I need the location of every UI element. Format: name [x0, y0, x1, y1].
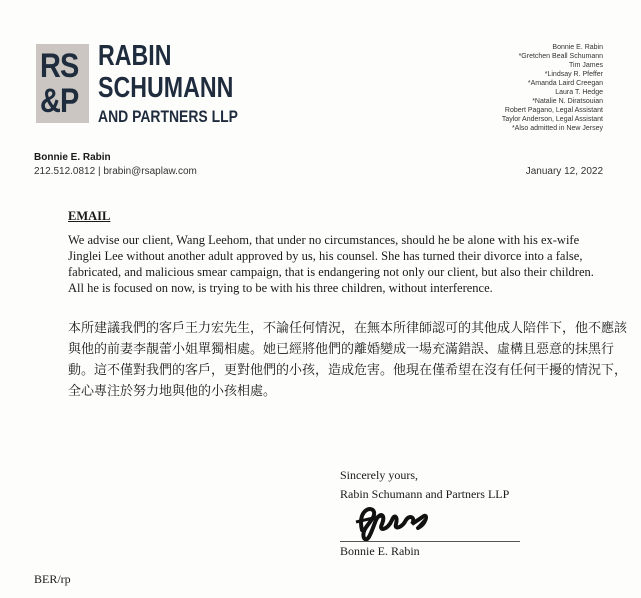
salutation: Sincerely yours,	[340, 468, 418, 482]
firm-name-line: SCHUMANN	[98, 72, 234, 104]
staff-item: Bonnie E. Rabin	[552, 44, 603, 51]
staff-item: *Also admitted in New Jersey	[511, 125, 603, 132]
sender-contact: 212.512.0812 | brabin@rsaplaw.com	[34, 166, 197, 177]
staff-item: *Natalie N. Diratsouian	[532, 98, 603, 105]
staff-list	[502, 43, 603, 133]
closing-firm: Rabin Schumann and Partners LLP	[340, 487, 510, 501]
logo-monogram-line: RS	[40, 47, 79, 85]
staff-item: *Amanda Laird Creegan	[527, 80, 603, 87]
handwritten-signature	[352, 500, 432, 545]
signature-line	[340, 541, 520, 542]
logo-monogram-line: &P	[40, 82, 79, 120]
staff-item: Laura T. Hedge	[555, 89, 603, 96]
body-chinese: 本所建議我們的客戶王力宏先生，不論任何情況，在無本所律師認可的其他成人陪伴下，他不應該與他的前妻李靚蕾小姐單獨相處。她已經將他們的離婚變成一場充滿錯誤、虛構且惡意的抹黑行動。這不僅對我們的客戶，更對他們的小孩，造成危害。他現在僅希望在沒有任何干擾的情況下，全心專注於努力地與他的小孩相處。	[68, 320, 628, 398]
staff-item: *Gretchen Beall Schumann	[518, 53, 603, 60]
sender-name: Bonnie E. Rabin	[34, 152, 111, 163]
staff-item: Tim James	[569, 62, 603, 69]
letter-date: January 12, 2022	[525, 166, 603, 177]
staff-item: Robert Pagano, Legal Assistant	[504, 107, 603, 114]
body-english: We advise our client, Wang Leehom, that under no circumstances, should he be alone with his ex-wife Jinglei Lee without another adult approved by us, his counsel. She has turned their divorce into a false, fabricated, and malicious smear campaign, that is endangering not only our client, but also their children. All he is focused on now, is trying to be with his three children, without interference.	[68, 233, 594, 295]
firm-name-line: AND PARTNERS LLP	[98, 107, 238, 126]
firm-name-line: RABIN	[98, 40, 172, 72]
reference-initials: BER/rp	[34, 572, 71, 586]
staff-item: Taylor Anderson, Legal Assistant	[501, 116, 603, 123]
staff-item: *Lindsay R. Pfeffer	[544, 71, 603, 78]
closing	[340, 466, 509, 504]
signer-name: Bonnie E. Rabin	[340, 544, 420, 558]
email-heading: EMAIL	[68, 209, 111, 223]
